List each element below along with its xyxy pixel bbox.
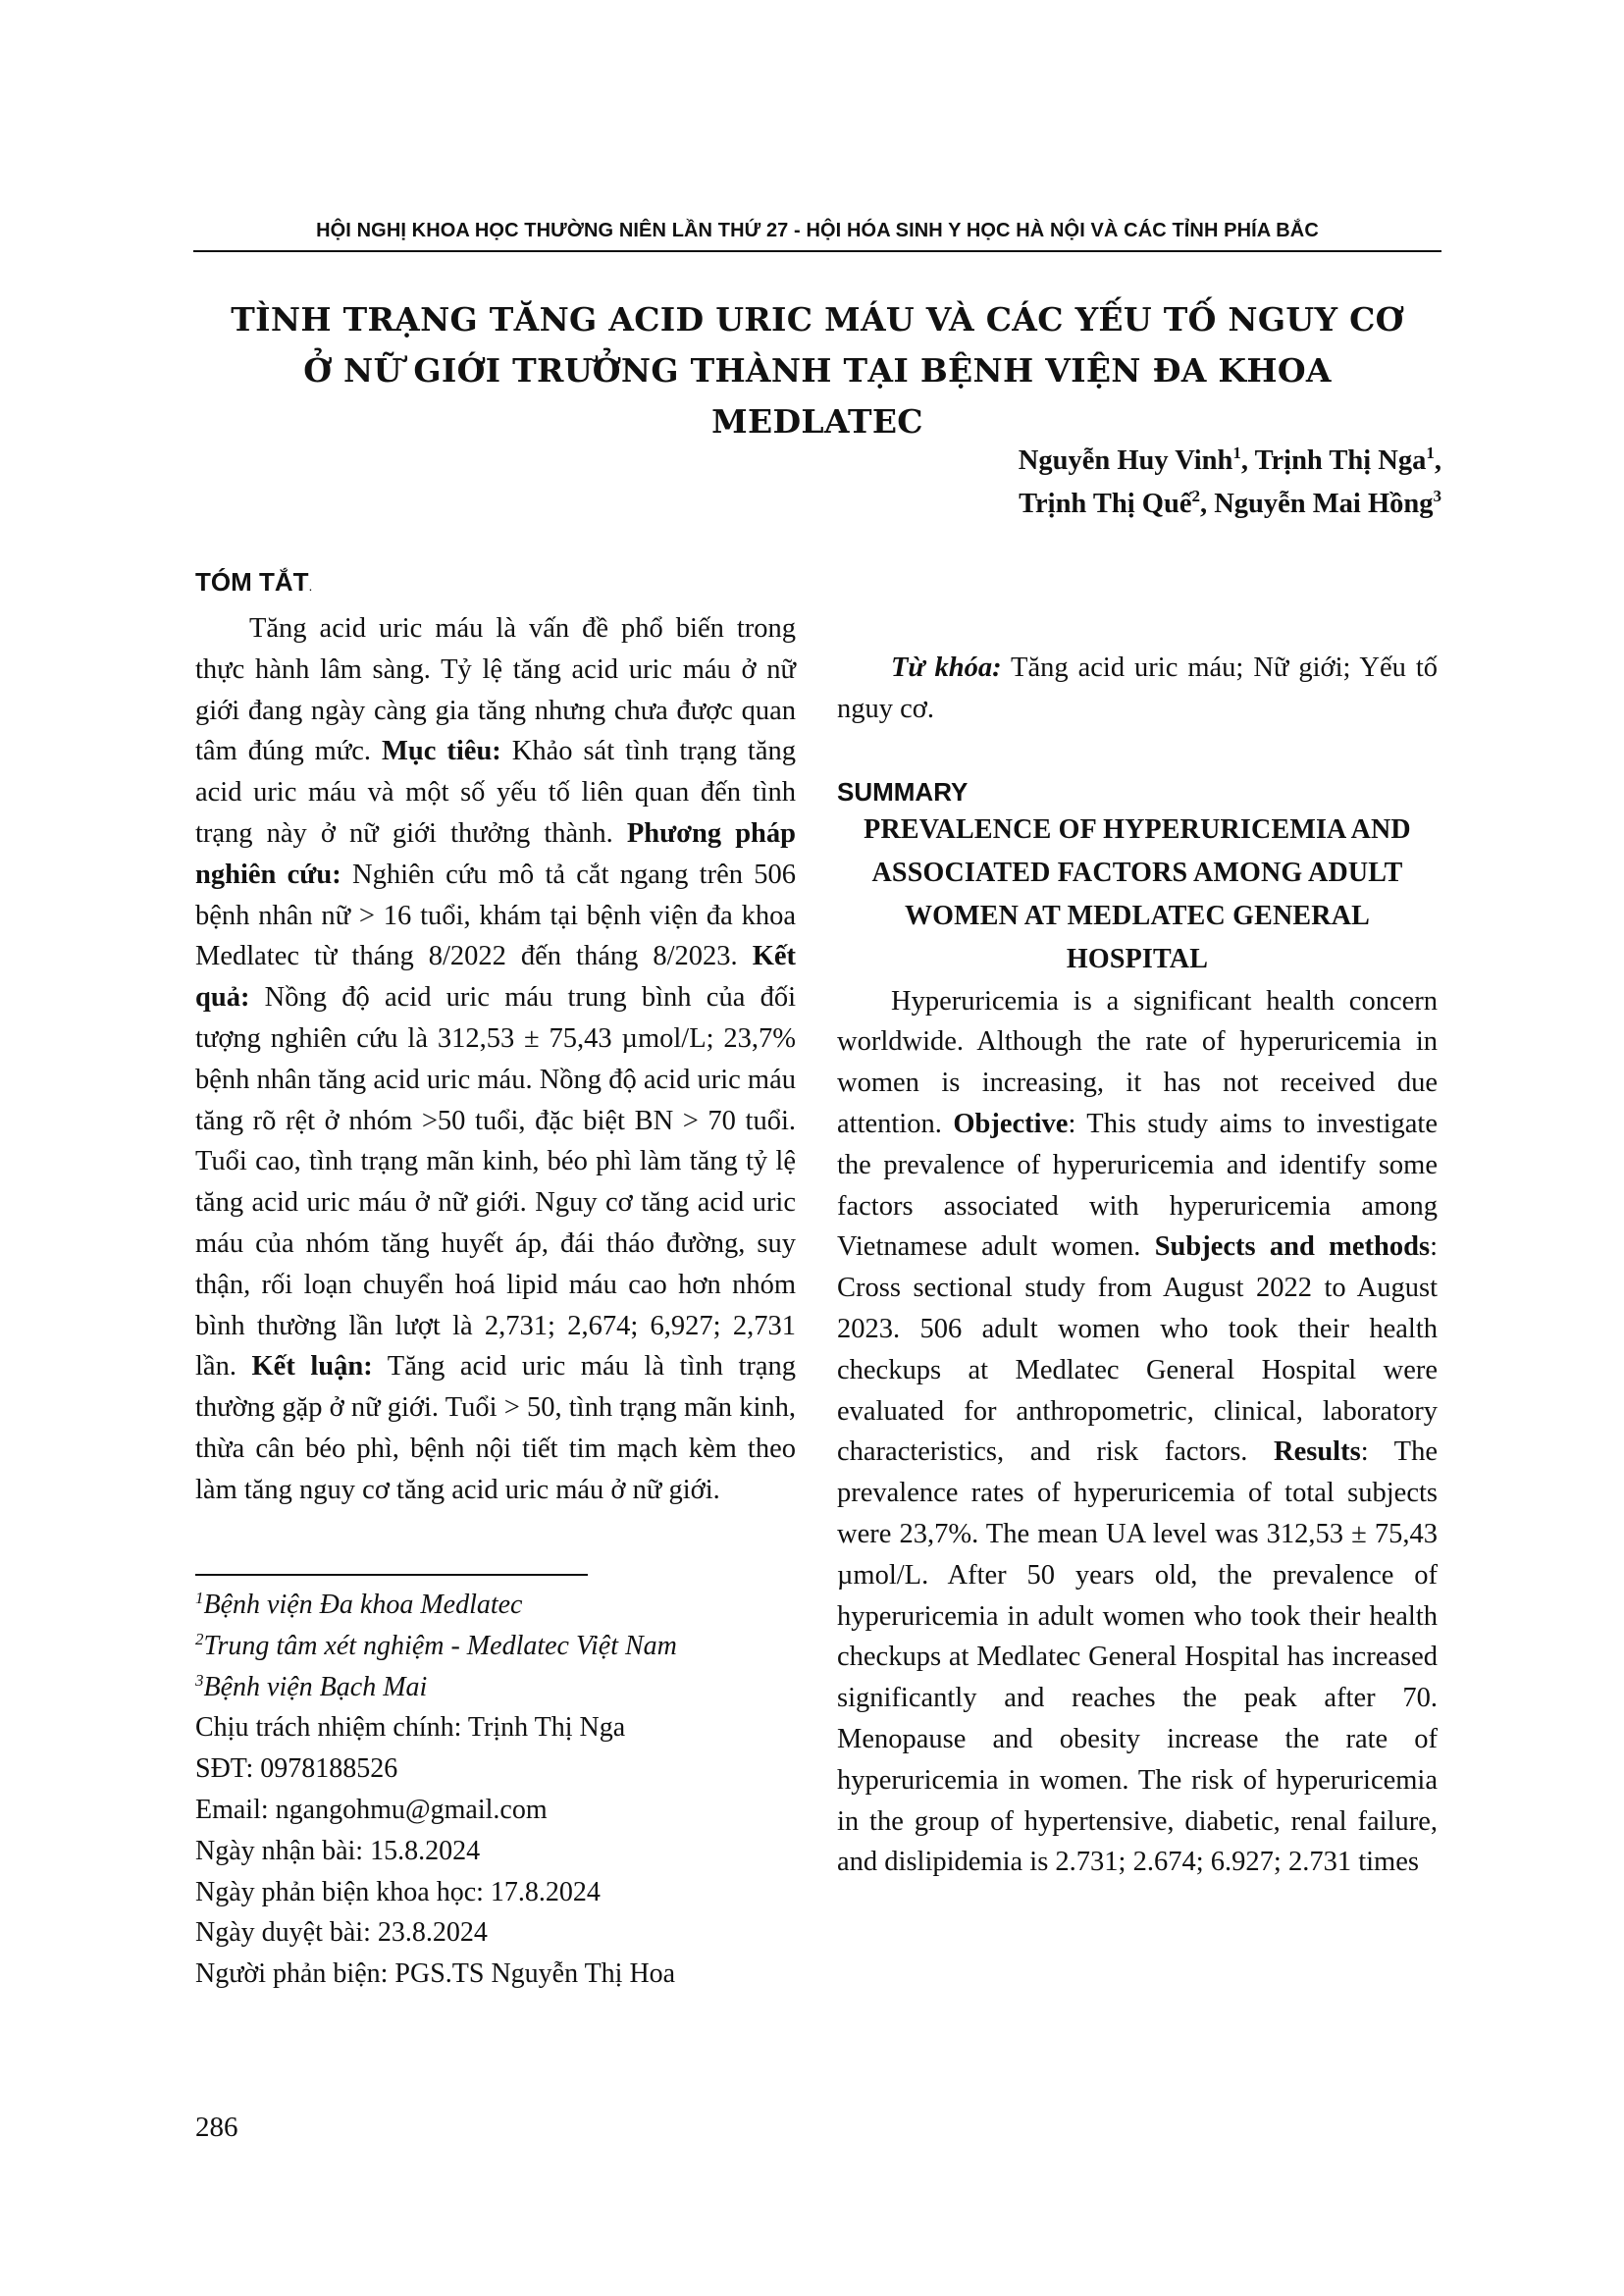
abstract-text: Nồng độ acid uric máu trung bình của đối tượng nghiên cứu là 312,53 ± 75,43 µmol/L; 23,7% bệnh nhân tăng acid uric máu. Nồng độ acid uric máu tăng rõ rệt ở nhóm >50 tuổi, đặc biệt BN > 70 tuổi. Tuổi cao, tình trạng mãn kinh, béo phì làm tăng tỷ lệ tăng acid uric máu ở nữ giới. Nguy cơ tăng acid uric máu của nhóm tăng huyết áp, đái tháo đường, suy thận, rối loạn chuyển hoá lipid máu cao hơn nhóm bình thường lần lượt là 2,731; 2,674; 6,927; 2,731 lần.	[195, 982, 796, 1383]
title-line-2: Ở NỮ GIỚI TRƯỞNG THÀNH TẠI BỆNH VIỆN ĐA KHOA MEDLATEC	[303, 351, 1332, 441]
abstract-text: Tăng acid uric máu là tình trạng thường gặp ở nữ giới. Tuổi > 50, tình trạng mãn kinh, thừa cân béo phì, bệnh nội tiết tim mạch kèm theo làm tăng nguy cơ tăng acid uric máu ở nữ giới.	[195, 1351, 797, 1505]
abstract-english	[837, 565, 1438, 1883]
affiliation-mark: 1	[1232, 444, 1241, 462]
affiliation-mark: 1	[195, 1589, 204, 1607]
affiliation-2	[195, 1626, 823, 1667]
abstract-heading	[195, 565, 796, 602]
footnote-rule	[195, 1574, 588, 1576]
abstract-text: Khảo sát tình trạng tăng acid uric máu và một số yếu tố liên quan đến tình trạng này ở nữ giới thưởng thành.	[195, 736, 796, 849]
footnotes	[195, 1585, 823, 1995]
author-name: Trịnh Thị Nga	[1254, 445, 1427, 476]
abstract-label-methods: Phương pháp nghiên cứu:	[195, 817, 797, 890]
summary-label-objective: Objective	[953, 1108, 1069, 1139]
summary-heading: SUMMARY	[837, 776, 969, 807]
reviewer: Người phản biện: PGS.TS Nguyễn Thị Hoa	[195, 1958, 676, 1990]
received-date: Ngày nhận bài: 15.8.2024	[195, 1835, 481, 1866]
email-address: Email: ngangohmu@gmail.com	[195, 1794, 548, 1825]
author-separator: ,	[1434, 445, 1441, 476]
summary-text: : This study aims to investigate the prevalence of hyperuricemia and identify some factors associated with hyperuricemia among Vietnamese adult women.	[837, 1108, 1438, 1263]
author-name: Nguyễn Mai Hồng	[1214, 489, 1434, 519]
abstract-heading-dot: .	[308, 578, 313, 594]
abstract-paragraph	[195, 608, 796, 1511]
summary-text: Hyperuricemia is a significant health concern worldwide. Although the rate of hyperuricemia in women is increasing, it has not received due attention.	[837, 985, 1438, 1139]
summary-label-methods: Subjects and methods	[1154, 1231, 1431, 1263]
summary-text: : The prevalence rates of hyperuricemia of total subjects were 23,7%. The mean UA level was 312,53 ± 75,43 µmol/L. After 50 years old, the prevalence of hyperuricemia in adult women who took their health checkups at Medlatec General Hospital has increased significantly and reaches the peak after 70. Menopause and obesity increase the rate of hyperuricemia in women. The risk of hyperuricemia in the group of hypertensive, diabetic, renal failure, and dislipidemia is 2.731; 2.674; 6.927; 2.731 times	[837, 1436, 1438, 1878]
summary-text: : Cross sectional study from August 2022 to August 2023. 506 adult women who took their health checkups at Medlatec General Hospital were evaluated for anthropometric, clinical, laboratory characteristics, and risk factors.	[837, 1231, 1439, 1468]
abstract-heading-text: TÓM TẮT	[195, 567, 309, 597]
abstract-text: Tăng acid uric máu là vấn đề phổ biến trong thực hành lâm sàng. Tỷ lệ tăng acid uric máu ở nữ giới đang ngày càng gia tăng nhưng chưa được quan tâm đúng mức.	[195, 613, 796, 767]
author-separator: ,	[1240, 445, 1255, 476]
affiliation-text: Bệnh viện Bạch Mai	[203, 1671, 428, 1702]
affiliation-text: Bệnh viện Đa khoa Medlatec	[203, 1590, 523, 1620]
author-line-2	[1019, 483, 1441, 526]
affiliation-mark: 3	[195, 1670, 204, 1690]
english-title: PREVALENCE OF HYPERURICEMIA AND ASSOCIATED FACTORS AMONG ADULT WOMEN AT MEDLATEC GENERAL HOSPITAL	[864, 813, 1411, 974]
abstract-text: Nghiên cứu mô tả cắt ngang trên 506 bệnh nhân nữ > 16 tuổi, khám tại bệnh viện đa khoa Medlatec từ tháng 8/2022 đến tháng 8/2023.	[195, 859, 796, 972]
author-line-1	[1019, 440, 1441, 483]
phone-number: SĐT: 0978188526	[195, 1753, 398, 1785]
affiliation-1	[195, 1585, 823, 1626]
summary-paragraph	[837, 981, 1438, 1884]
abstract-label-results: Kết quả:	[195, 941, 796, 1014]
affiliation-text: Trung tâm xét nghiệm - Medlatec Việt Nam	[203, 1630, 677, 1661]
abstract-label-objective: Mục tiêu:	[382, 736, 501, 767]
header-rule	[193, 250, 1441, 252]
paper-title	[193, 294, 1441, 447]
author-list	[1019, 440, 1441, 526]
keywords-label: Từ khóa:	[891, 652, 1002, 683]
abstract-label-conclusion: Kết luận:	[251, 1351, 373, 1383]
page-number: 286	[195, 2112, 238, 2143]
affiliation-3	[195, 1667, 823, 1708]
title-line-1: TÌNH TRẠNG TĂNG ACID URIC MÁU VÀ CÁC YẾU TỐ NGUY CƠ	[231, 300, 1404, 339]
summary-label-results: Results	[1274, 1436, 1361, 1468]
running-header: HỘI NGHỊ KHOA HỌC THƯỜNG NIÊN LẦN THỨ 27 - HỘI HÓA SINH Y HỌC HÀ NỘI VÀ CÁC TỈNH PHÍA BẮC	[316, 220, 1319, 241]
review-date: Ngày phản biện khoa học: 17.8.2024	[195, 1876, 601, 1907]
affiliation-mark: 3	[1433, 487, 1441, 505]
approval-date: Ngày duyệt bài: 23.8.2024	[195, 1917, 488, 1949]
abstract-vietnamese	[195, 565, 796, 1511]
author-separator: ,	[1199, 489, 1215, 519]
affiliation-mark: 2	[1191, 487, 1200, 505]
keywords-text: Tăng acid uric máu; Nữ giới; Yếu tố nguy cơ.	[837, 652, 1438, 724]
author-name: Trịnh Thị Quế	[1019, 489, 1192, 519]
author-name: Nguyễn Huy Vinh	[1018, 445, 1233, 476]
keywords	[837, 648, 1438, 730]
affiliation-mark: 2	[195, 1629, 204, 1648]
corresponding-author: Chịu trách nhiệm chính: Trịnh Thị Nga	[195, 1712, 626, 1744]
affiliation-mark: 1	[1426, 444, 1435, 462]
